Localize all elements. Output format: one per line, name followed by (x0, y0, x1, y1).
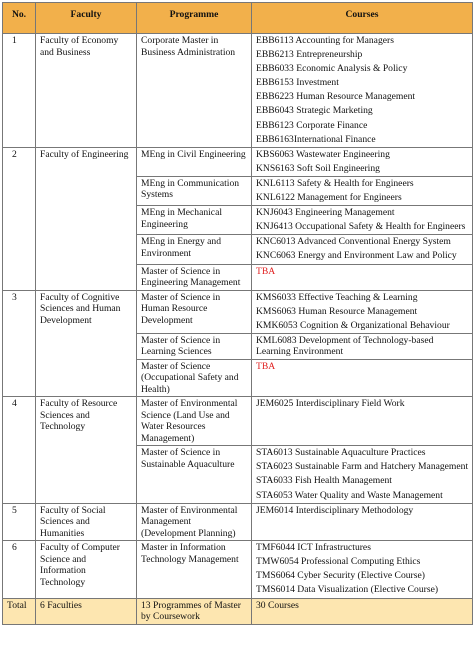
course-item: KNJ6413 Occupational Safety & Health for Engineers (256, 221, 466, 233)
course-item: KNL6113 Safety & Health for Engineers (256, 177, 414, 189)
course-item: KML6083 Development of Technology-based Learning Environment (256, 334, 434, 358)
table-row (3, 397, 473, 446)
row-number: 2 (3, 147, 36, 290)
course-item: EBB6153 Investment (256, 77, 339, 89)
courses-cell (252, 541, 473, 598)
course-item: JEM6014 Interdisciplinary Methodology (256, 504, 414, 516)
course-item: KNJ6043 Engineering Management (256, 207, 395, 219)
courses-cell (252, 503, 473, 541)
course-item: EBB6213 Entrepreneurship (256, 49, 363, 61)
programme-name: Master of Science in Sustainable Aquaculture (137, 446, 252, 503)
courses-cell (252, 147, 473, 176)
table-row (3, 290, 473, 333)
courses-cell (252, 235, 473, 264)
row-number: 4 (3, 397, 36, 503)
course-item: KNC6013 Advanced Conventional Energy System (256, 236, 451, 248)
row-number: 1 (3, 34, 36, 148)
header-courses: Courses (252, 3, 473, 34)
courses-cell (252, 290, 473, 333)
course-item: EBB6223 Human Resource Management (256, 91, 416, 103)
programme-name: Master of Science in Engineering Management (137, 264, 252, 290)
course-tba: TBA (256, 360, 276, 372)
programme-name: MEng in Mechanical Engineering (137, 206, 252, 235)
programme-name: Master of Environmental Management (Development Planning) (137, 503, 252, 541)
courses-cell (252, 359, 473, 397)
courses-table (2, 2, 473, 625)
programme-name: Corporate Master in Business Administration (137, 34, 252, 148)
faculty-name: Faculty of Computer Science and Information Technology (36, 541, 137, 598)
header-faculty: Faculty (36, 3, 137, 34)
table-row (3, 147, 473, 176)
course-item: KNS6163 Soft Soil Engineering (256, 162, 380, 174)
total-courses: 30 Courses (252, 598, 473, 624)
header-programme: Programme (137, 3, 252, 34)
course-item: KNC6063 Energy and Environment Law and Policy (256, 250, 457, 262)
faculty-name: Faculty of Social Sciences and Humanities (36, 503, 137, 541)
course-item: STA6023 Sustainable Farm and Hatchery Management (256, 461, 469, 473)
course-item: TMS6064 Cyber Security (Elective Course) (256, 570, 425, 582)
programme-name: Master of Environmental Science (Land Use and Water Resources Management) (137, 397, 252, 446)
courses-cell (252, 264, 473, 290)
courses-cell (252, 34, 473, 148)
table-row (3, 541, 473, 598)
programme-name: MEng in Communication Systems (137, 176, 252, 205)
course-item: STA6053 Water Quality and Waste Management (256, 489, 443, 501)
row-number: 6 (3, 541, 36, 598)
course-item: KBS6063 Wastewater Engineering (256, 148, 390, 160)
faculty-name: Faculty of Engineering (36, 147, 137, 290)
course-item: KMS6033 Effective Teaching & Learning (256, 291, 418, 303)
courses-cell (252, 176, 473, 205)
course-item: TMF6044 ICT Infrastructures (256, 542, 371, 554)
course-item: KMK6053 Cognition & Organizational Behaviour (256, 319, 450, 331)
total-faculties: 6 Faculties (36, 598, 137, 624)
table-row (3, 34, 473, 148)
programme-name: Master in Information Technology Management (137, 541, 252, 598)
courses-cell (252, 333, 473, 359)
total-programmes: 13 Programmes of Master by Coursework (137, 598, 252, 624)
course-item: TMW6054 Professional Computing Ethics (256, 556, 421, 568)
table-row (3, 503, 473, 541)
course-item: EBB6123 Corporate Finance (256, 119, 368, 131)
courses-cell (252, 446, 473, 503)
course-item: JEM6025 Interdisciplinary Field Work (256, 398, 405, 410)
course-item: TMS6014 Data Visualization (Elective Course) (256, 584, 439, 596)
course-item: EBB6033 Economic Analysis & Policy (256, 63, 408, 75)
row-number: 5 (3, 503, 36, 541)
header-row (3, 3, 473, 34)
course-item: KNL6122 Management for Engineers (256, 192, 402, 204)
course-item: EBB6043 Strategic Marketing (256, 105, 373, 117)
course-item: KMS6063 Human Resource Management (256, 305, 418, 317)
row-number: 3 (3, 290, 36, 397)
courses-cell (252, 206, 473, 235)
course-item: STA6013 Sustainable Aquaculture Practices (256, 447, 426, 459)
programme-name: Master of Science in Learning Sciences (137, 333, 252, 359)
table-body (3, 34, 473, 625)
total-label: Total (3, 598, 36, 624)
faculty-name: Faculty of Resource Sciences and Technology (36, 397, 137, 503)
total-row (3, 598, 473, 624)
faculty-name: Faculty of Economy and Business (36, 34, 137, 148)
header-no: No. (3, 3, 36, 34)
programme-name: Master of Science in Human Resource Development (137, 290, 252, 333)
course-item: EBB6163International Finance (256, 133, 376, 145)
faculty-name: Faculty of Cognitive Sciences and Human Development (36, 290, 137, 397)
courses-cell (252, 397, 473, 446)
programme-name: MEng in Energy and Environment (137, 235, 252, 264)
course-item: EBB6113 Accounting for Managers (256, 35, 394, 46)
programme-name: Master of Science (Occupational Safety and Health) (137, 359, 252, 397)
course-item: STA6033 Fish Health Management (256, 475, 392, 487)
course-tba: TBA (256, 265, 276, 277)
programme-name: MEng in Civil Engineering (137, 147, 252, 176)
